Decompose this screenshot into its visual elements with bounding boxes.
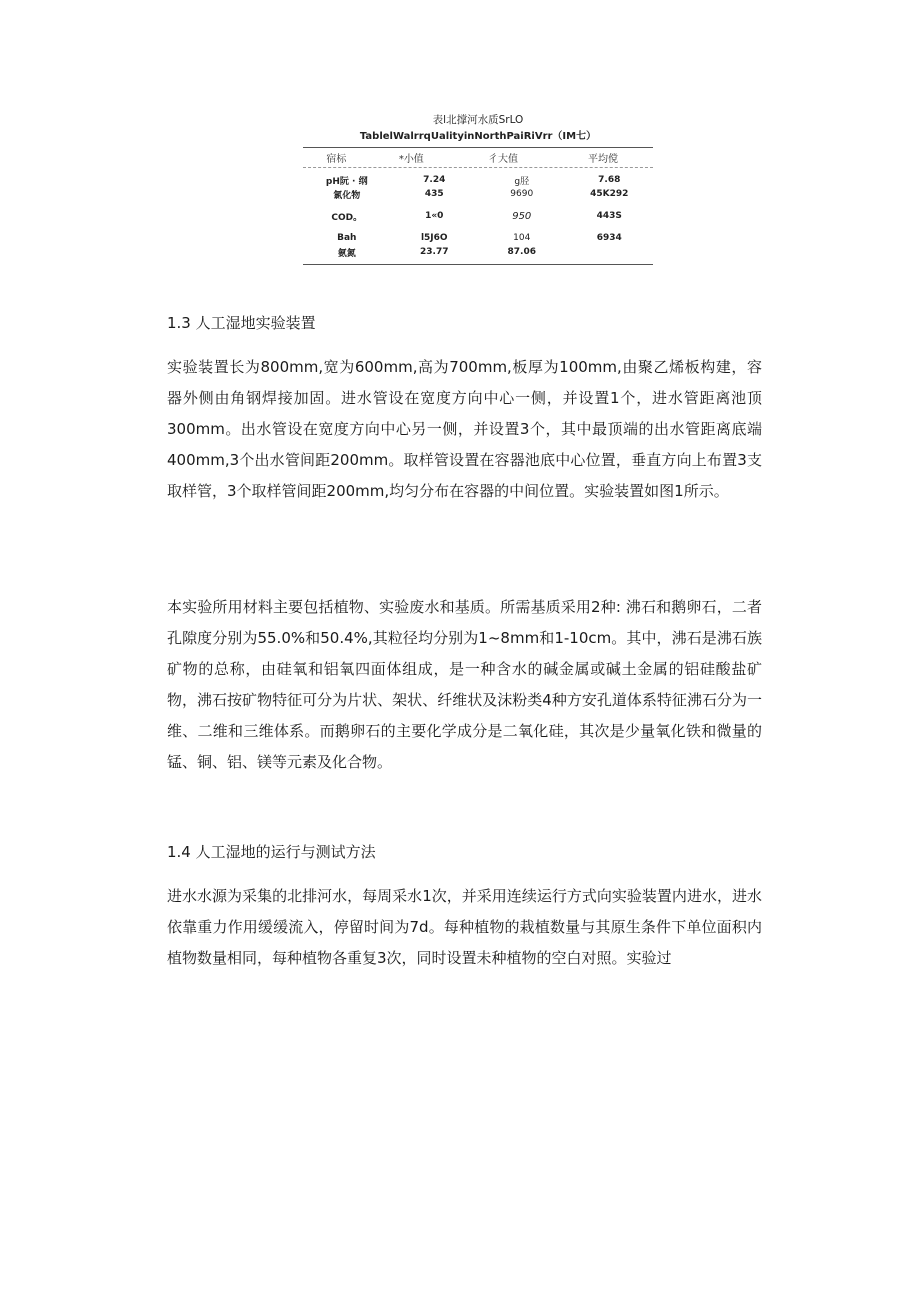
table-cell: 435: [424, 189, 444, 199]
table-body: [303, 148, 653, 167]
table-header-cell: 平均傥: [587, 154, 618, 165]
table-row: [303, 209, 653, 223]
table-row: [303, 187, 653, 201]
table-cell: 104: [513, 233, 531, 243]
table-cell: 950: [512, 210, 532, 222]
table-cell: 7.68: [598, 175, 621, 185]
table-cell: [566, 245, 654, 259]
table-cell: COD。: [331, 212, 363, 223]
table-spacer: [303, 201, 653, 209]
table-spacer: [303, 223, 653, 231]
table-cell: 7.24: [423, 175, 446, 185]
table-cell: pH阮 · 纲: [325, 176, 368, 187]
table-cell: 87.06: [507, 247, 536, 257]
table-cell: Bah: [337, 233, 357, 243]
water-quality-table: [303, 113, 653, 265]
table-header-cell: 彳大值: [487, 154, 518, 165]
table-cell: 45K292: [590, 189, 629, 199]
paragraph-materials: 本实验所用材料主要包括植物、实验废水和基质。所需基质采用2种: 沸石和鹅卵石，二者孔隙度分别为55.0%和50.4%,其粒径均分别为1~8mm和1-10cm。其中，沸石是沸石族矿物的总称，由硅氧和铝氧四面体组成，是一种含水的碱金属或碱土金属的铝硅酸盐矿物，沸石按矿物特征可分为片状、架状、纤维状及沫粉类4种方安孔道体系特征沸石分为一维、二维和三维体系。而鹅卵石的主要化学成分是二氧化硅，其次是少量氧化铁和微量的锰、铜、铝、镁等元素及化合物。: [167, 598, 762, 771]
table-mid-rule: [303, 167, 653, 168]
table-row: [303, 173, 653, 187]
table-header-row: [303, 148, 653, 167]
section-heading-1-4: 1.4 人工湿地的运行与测试方法: [167, 843, 376, 861]
table-header-cell: *小值: [398, 154, 424, 165]
table-cell: l5J6O: [420, 233, 448, 243]
table-title: 表l北撑河水质SrLO: [432, 114, 524, 126]
table-row: [303, 245, 653, 259]
table-row: [303, 231, 653, 245]
table-cell: 1«0: [425, 211, 444, 221]
section-heading-1-3: 1.3 人工湿地实验装置: [167, 314, 316, 332]
table-subtitle: TablelWalrrqUalityinNorthPaiRiVrr（IM七）: [359, 131, 597, 142]
paragraph-apparatus: 实验装置长为800mm,宽为600mm,高为700mm,板厚为100mm,由聚乙烯板构建，容器外侧由角钢焊接加固。进水管设在宽度方向中心一侧，并设置1个，进水管距离池顶300mm。出水管设在宽度方向中心另一侧，并设置3个，其中最顶端的出水管距离底端400mm,3个出水管间距200mm。取样管设置在容器池底中心位置，垂直方向上布置3支取样管，3个取样管间距200mm,均匀分布在容器的中间位置。实验装置如图1所示。: [167, 358, 762, 500]
table-cell: 氯化物: [333, 190, 361, 201]
table-cell: 23.77: [420, 247, 449, 257]
table-cell: 6934: [596, 233, 622, 243]
paragraph-operation: 进水水源为采集的北排河水，每周采水1次，并采用连续运行方式向实验装置内进水，进水依靠重力作用缓缓流入，停留时间为7d。每种植物的栽植数量与其原生条件下单位面积内植物数量相同，每种植物各重复3次，同时设置未种植物的空白对照。实验过: [167, 887, 762, 967]
table-cell: g胫: [514, 176, 530, 187]
table-cell: 9690: [510, 189, 534, 199]
table-bottom-rule: [303, 264, 653, 265]
table-cell: 氨氮: [337, 248, 356, 259]
table-header-cell: 宿标: [326, 154, 347, 165]
table-data: [303, 173, 653, 259]
table-cell: 443S: [596, 211, 622, 221]
